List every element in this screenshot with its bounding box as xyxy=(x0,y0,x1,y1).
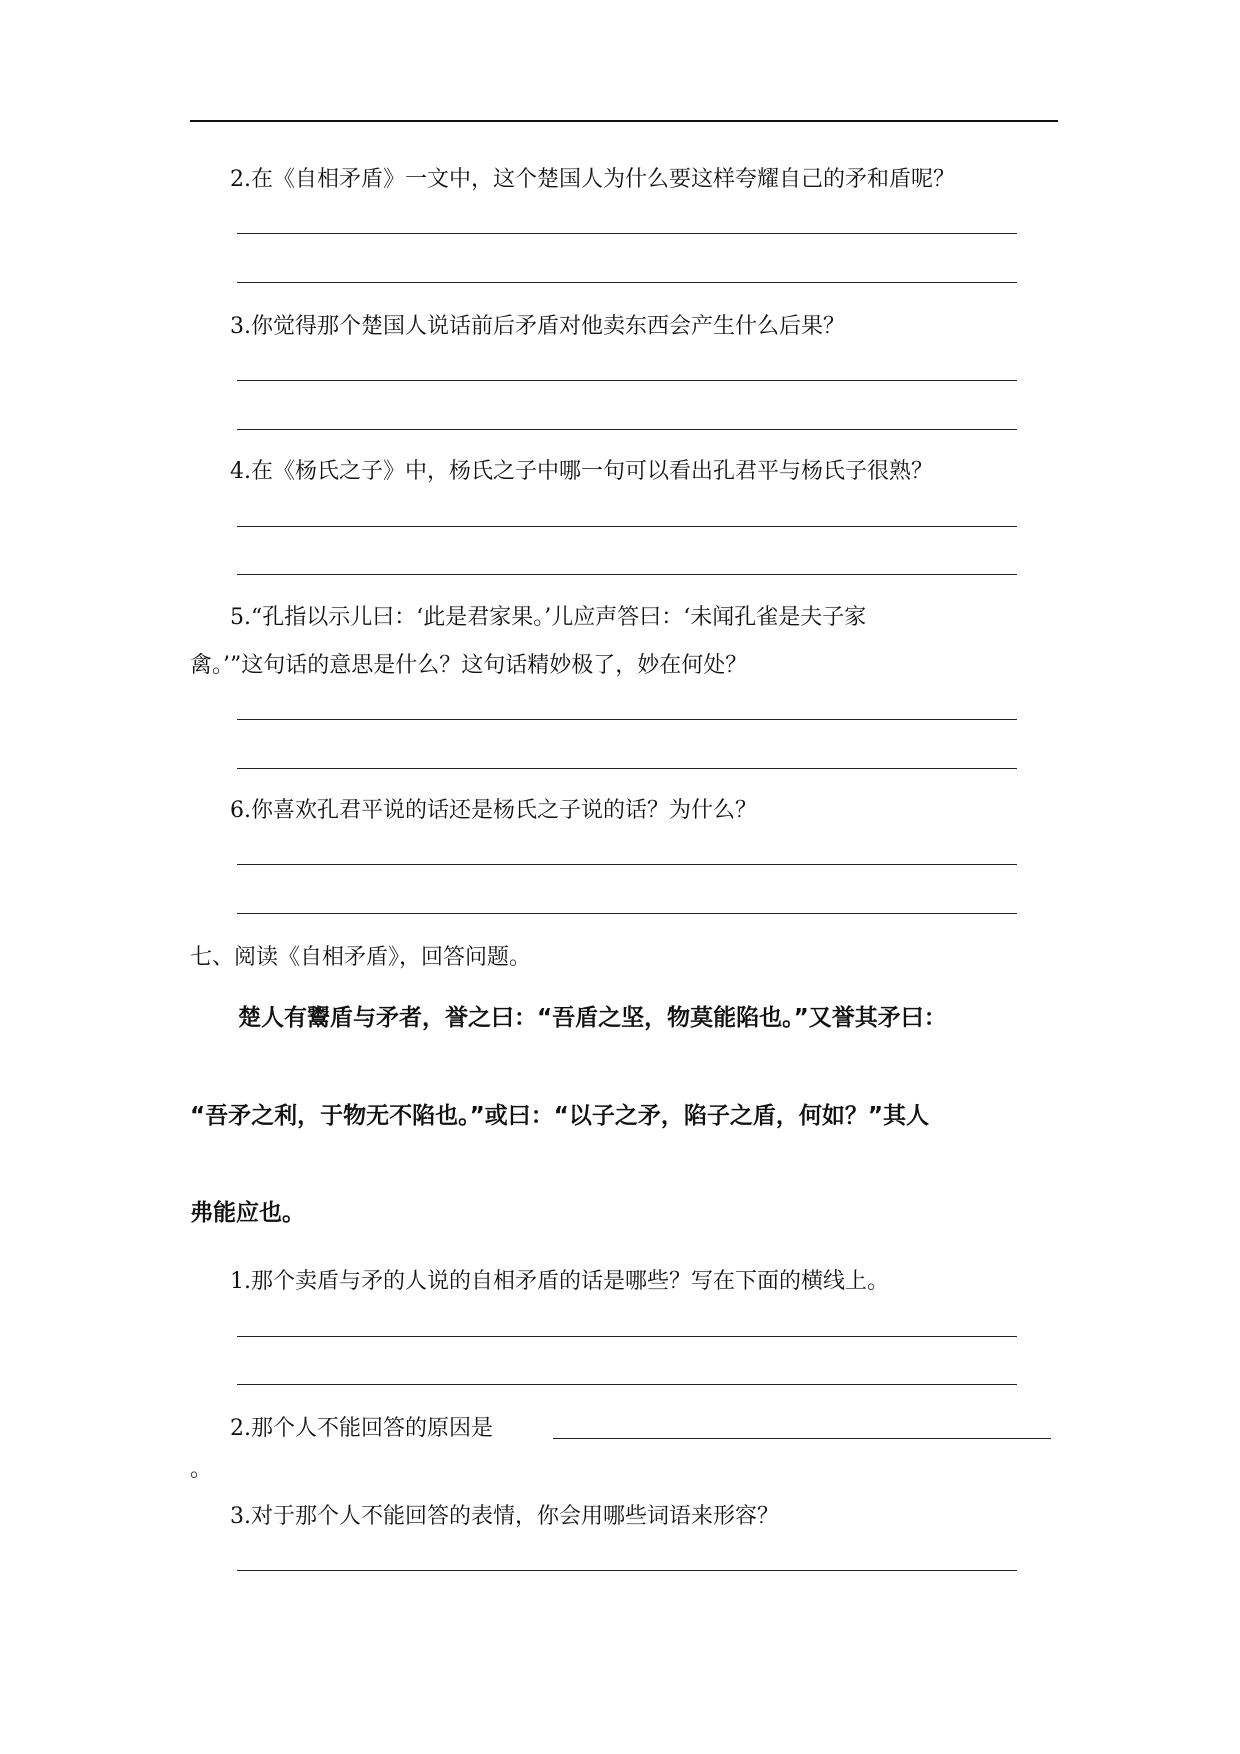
answer-line[interactable] xyxy=(237,768,1017,769)
answer-line[interactable] xyxy=(237,380,1017,381)
question-4: 4.在《杨氏之子》中，杨氏之子中哪一句可以看出孔君平与杨氏子很熟？ xyxy=(230,459,933,484)
header-rule xyxy=(190,120,1058,122)
answer-line[interactable] xyxy=(237,864,1017,865)
answer-line[interactable] xyxy=(237,574,1017,575)
answer-line[interactable] xyxy=(237,282,1017,283)
answer-line[interactable] xyxy=(237,719,1017,720)
question-5-line-1: 5.“孔指以示儿曰：‘此是君家果。’儿应声答曰：‘未闻孔雀是夫子家 xyxy=(230,605,867,630)
answer-line[interactable] xyxy=(237,526,1017,527)
answer-line[interactable] xyxy=(237,1336,1017,1337)
question-2: 2.在《自相矛盾》一文中，这个楚国人为什么要这样夸耀自己的矛和盾呢？ xyxy=(230,167,955,192)
section-7-title: 七、阅读《自相矛盾》，回答问题。 xyxy=(190,945,532,970)
passage-line-2: “吾矛之利，于物无不陷也。”或曰：“以子之矛，陷子之盾，何如？”其人 xyxy=(190,1103,929,1129)
question-5-line-2: 禽。’”这句话的意思是什么？这句话精妙极了，妙在何处？ xyxy=(190,653,748,678)
answer-blank[interactable] xyxy=(553,1438,1051,1439)
section-7-question-1: 1.那个卖盾与矛的人说的自相矛盾的话是哪些？写在下面的横线上。 xyxy=(230,1269,889,1294)
question-2-period: 。 xyxy=(190,1457,213,1482)
question-6: 6.你喜欢孔君平说的话还是杨氏之子说的话？为什么？ xyxy=(230,798,757,823)
section-7-question-2: 2.那个人不能回答的原因是 xyxy=(230,1416,493,1441)
answer-line[interactable] xyxy=(237,233,1017,234)
answer-line[interactable] xyxy=(237,429,1017,430)
passage-line-1: 楚人有鬻盾与矛者，誉之曰：“吾盾之坚，物莫能陷也。”又誉其矛曰： xyxy=(238,1005,947,1031)
question-3: 3.你觉得那个楚国人说话前后矛盾对他卖东西会产生什么后果？ xyxy=(230,314,845,339)
answer-line[interactable] xyxy=(237,1570,1017,1571)
section-7-question-3: 3.对于那个人不能回答的表情，你会用哪些词语来形容？ xyxy=(230,1504,779,1529)
answer-line[interactable] xyxy=(237,913,1017,914)
passage-line-3: 弗能应也。 xyxy=(190,1200,305,1226)
answer-line[interactable] xyxy=(237,1384,1017,1385)
